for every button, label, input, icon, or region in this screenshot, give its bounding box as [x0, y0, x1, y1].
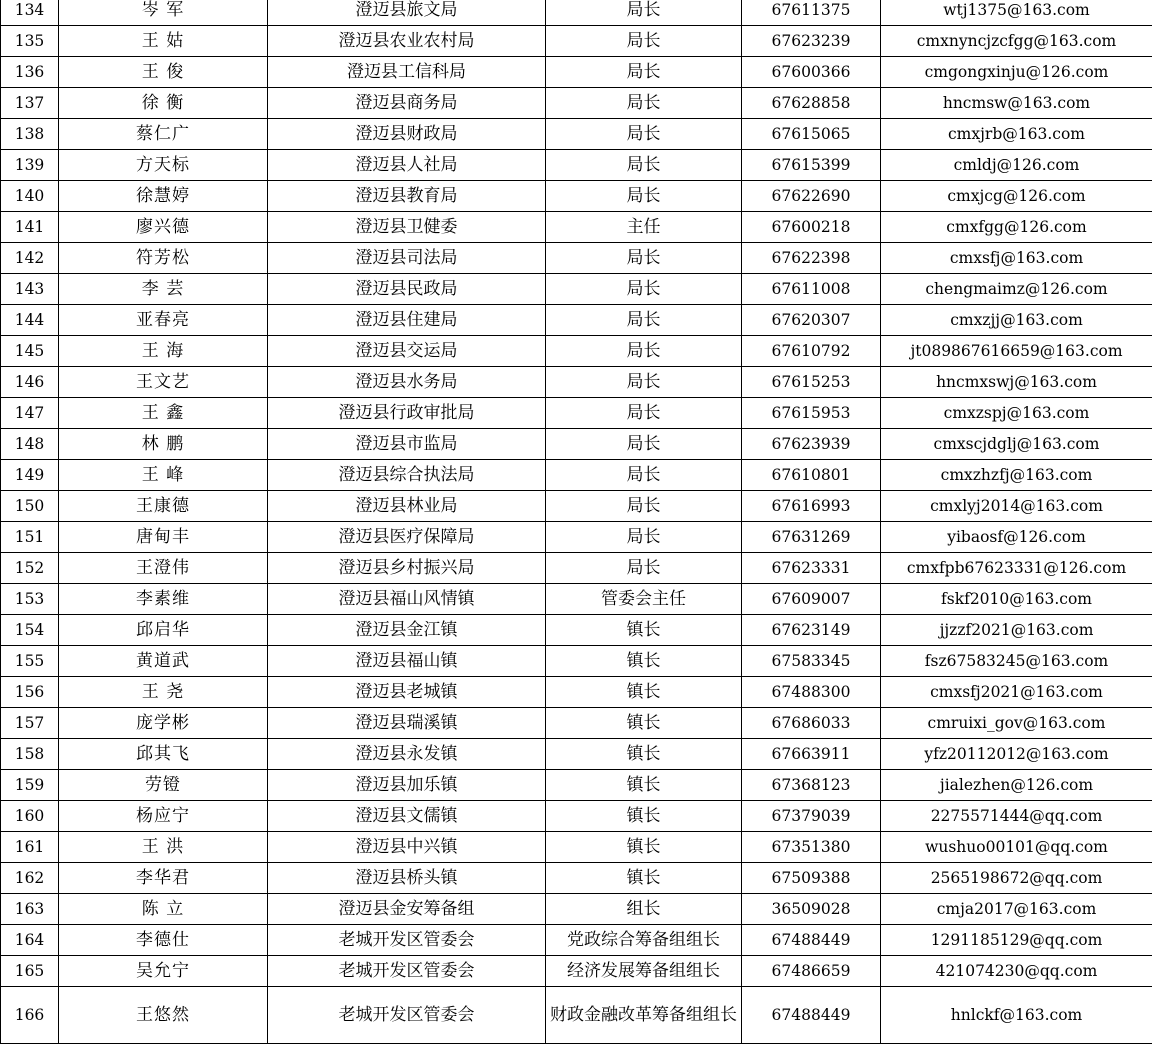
- table-row: [1, 305, 1152, 336]
- phone-number: 67488449: [742, 987, 881, 1044]
- phone-number: 67600218: [742, 212, 881, 243]
- job-title: 局长: [546, 336, 742, 367]
- email-address: cmxscjdglj@163.com: [881, 429, 1152, 460]
- table-row: [1, 894, 1152, 925]
- row-number: 149: [1, 460, 59, 491]
- job-title: 局长: [546, 429, 742, 460]
- phone-number: 67486659: [742, 956, 881, 987]
- person-name: 王文艺: [59, 367, 268, 398]
- person-name: 李 芸: [59, 274, 268, 305]
- row-number: 138: [1, 119, 59, 150]
- organization: 老城开发区管委会: [268, 925, 546, 956]
- organization: 澄迈县林业局: [268, 491, 546, 522]
- phone-number: 67623331: [742, 553, 881, 584]
- row-number: 165: [1, 956, 59, 987]
- person-name: 李德仕: [59, 925, 268, 956]
- table-row: [1, 336, 1152, 367]
- job-title: 镇长: [546, 863, 742, 894]
- person-name: 陈 立: [59, 894, 268, 925]
- job-title: 局长: [546, 57, 742, 88]
- phone-number: 67615399: [742, 150, 881, 181]
- organization: 澄迈县教育局: [268, 181, 546, 212]
- email-address: fskf2010@163.com: [881, 584, 1152, 615]
- email-address: cmja2017@163.com: [881, 894, 1152, 925]
- person-name: 邱启华: [59, 615, 268, 646]
- table-row: [1, 987, 1152, 1044]
- email-address: jjzzf2021@163.com: [881, 615, 1152, 646]
- table-row: [1, 88, 1152, 119]
- job-title: 主任: [546, 212, 742, 243]
- organization: 澄迈县交运局: [268, 336, 546, 367]
- email-address: 2565198672@qq.com: [881, 863, 1152, 894]
- organization: 澄迈县桥头镇: [268, 863, 546, 894]
- table-row: [1, 863, 1152, 894]
- row-number: 140: [1, 181, 59, 212]
- job-title: 经济发展筹备组组长: [546, 956, 742, 987]
- person-name: 王 姑: [59, 26, 268, 57]
- job-title: 财政金融改革筹备组组长: [546, 987, 742, 1044]
- row-number: 166: [1, 987, 59, 1044]
- person-name: 王 俊: [59, 57, 268, 88]
- table-row: [1, 801, 1152, 832]
- person-name: 王澄伟: [59, 553, 268, 584]
- organization: 澄迈县中兴镇: [268, 832, 546, 863]
- job-title: 镇长: [546, 832, 742, 863]
- row-number: 139: [1, 150, 59, 181]
- table-row: [1, 708, 1152, 739]
- phone-number: 67611008: [742, 274, 881, 305]
- phone-number: 67600366: [742, 57, 881, 88]
- row-number: 157: [1, 708, 59, 739]
- table-row: [1, 212, 1152, 243]
- table-row: [1, 150, 1152, 181]
- email-address: 421074230@qq.com: [881, 956, 1152, 987]
- organization: 澄迈县金安筹备组: [268, 894, 546, 925]
- row-number: 156: [1, 677, 59, 708]
- organization: 澄迈县加乐镇: [268, 770, 546, 801]
- person-name: 黄道武: [59, 646, 268, 677]
- organization: 老城开发区管委会: [268, 956, 546, 987]
- person-name: 蔡仁广: [59, 119, 268, 150]
- person-name: 徐慧婷: [59, 181, 268, 212]
- phone-number: 36509028: [742, 894, 881, 925]
- person-name: 方天标: [59, 150, 268, 181]
- row-number: 141: [1, 212, 59, 243]
- table-row: [1, 429, 1152, 460]
- organization: 澄迈县福山风情镇: [268, 584, 546, 615]
- table-row: [1, 956, 1152, 987]
- email-address: cmxlyj2014@163.com: [881, 491, 1152, 522]
- email-address: 1291185129@qq.com: [881, 925, 1152, 956]
- organization: 澄迈县行政审批局: [268, 398, 546, 429]
- table-row: [1, 460, 1152, 491]
- job-title: 局长: [546, 553, 742, 584]
- job-title: 镇长: [546, 677, 742, 708]
- row-number: 135: [1, 26, 59, 57]
- phone-number: 67610792: [742, 336, 881, 367]
- row-number: 136: [1, 57, 59, 88]
- organization: 澄迈县乡村振兴局: [268, 553, 546, 584]
- phone-number: 67509388: [742, 863, 881, 894]
- person-name: 王 海: [59, 336, 268, 367]
- job-title: 局长: [546, 26, 742, 57]
- organization: 澄迈县司法局: [268, 243, 546, 274]
- email-address: cmruixi_gov@163.com: [881, 708, 1152, 739]
- email-address: cmxzjj@163.com: [881, 305, 1152, 336]
- email-address: cmxzhzfj@163.com: [881, 460, 1152, 491]
- person-name: 吴允宁: [59, 956, 268, 987]
- job-title: 管委会主任: [546, 584, 742, 615]
- table-row: [1, 119, 1152, 150]
- phone-number: 67609007: [742, 584, 881, 615]
- table-row: [1, 832, 1152, 863]
- table-row: [1, 26, 1152, 57]
- organization: 澄迈县金江镇: [268, 615, 546, 646]
- person-name: 李华君: [59, 863, 268, 894]
- table-row: [1, 677, 1152, 708]
- job-title: 镇长: [546, 708, 742, 739]
- table-row: [1, 181, 1152, 212]
- email-address: 2275571444@qq.com: [881, 801, 1152, 832]
- organization: 澄迈县住建局: [268, 305, 546, 336]
- organization: 澄迈县文儒镇: [268, 801, 546, 832]
- organization: 澄迈县医疗保障局: [268, 522, 546, 553]
- organization: 澄迈县福山镇: [268, 646, 546, 677]
- job-title: 镇长: [546, 646, 742, 677]
- job-title: 组长: [546, 894, 742, 925]
- phone-number: 67610801: [742, 460, 881, 491]
- row-number: 137: [1, 88, 59, 119]
- person-name: 杨应宁: [59, 801, 268, 832]
- person-name: 王 峰: [59, 460, 268, 491]
- organization: 澄迈县农业农村局: [268, 26, 546, 57]
- phone-number: 67583345: [742, 646, 881, 677]
- job-title: 党政综合筹备组组长: [546, 925, 742, 956]
- phone-number: 67488300: [742, 677, 881, 708]
- email-address: cmxjrb@163.com: [881, 119, 1152, 150]
- row-number: 144: [1, 305, 59, 336]
- email-address: jialezhen@126.com: [881, 770, 1152, 801]
- row-number: 143: [1, 274, 59, 305]
- row-number: 146: [1, 367, 59, 398]
- phone-number: 67615065: [742, 119, 881, 150]
- organization: 澄迈县瑞溪镇: [268, 708, 546, 739]
- person-name: 王 洪: [59, 832, 268, 863]
- organization: 澄迈县财政局: [268, 119, 546, 150]
- row-number: 153: [1, 584, 59, 615]
- job-title: 局长: [546, 119, 742, 150]
- person-name: 劳镫: [59, 770, 268, 801]
- email-address: cmxfgg@126.com: [881, 212, 1152, 243]
- person-name: 李素维: [59, 584, 268, 615]
- row-number: 150: [1, 491, 59, 522]
- email-address: cmgongxinju@126.com: [881, 57, 1152, 88]
- row-number: 151: [1, 522, 59, 553]
- table-row: [1, 770, 1152, 801]
- person-name: 亚春亮: [59, 305, 268, 336]
- job-title: 局长: [546, 398, 742, 429]
- row-number: 155: [1, 646, 59, 677]
- table-body: [1, 0, 1152, 1044]
- row-number: 160: [1, 801, 59, 832]
- email-address: hncmxswj@163.com: [881, 367, 1152, 398]
- row-number: 142: [1, 243, 59, 274]
- person-name: 符芳松: [59, 243, 268, 274]
- organization: 澄迈县永发镇: [268, 739, 546, 770]
- person-name: 廖兴德: [59, 212, 268, 243]
- person-name: 王悠然: [59, 987, 268, 1044]
- person-name: 徐 衡: [59, 88, 268, 119]
- row-number: 159: [1, 770, 59, 801]
- person-name: 王 尧: [59, 677, 268, 708]
- phone-number: 67623239: [742, 26, 881, 57]
- phone-number: 67622690: [742, 181, 881, 212]
- email-address: yibaosf@126.com: [881, 522, 1152, 553]
- table-row: [1, 0, 1152, 26]
- job-title: 局长: [546, 0, 742, 26]
- person-name: 邱其飞: [59, 739, 268, 770]
- table-row: [1, 274, 1152, 305]
- organization: 澄迈县卫健委: [268, 212, 546, 243]
- row-number: 154: [1, 615, 59, 646]
- phone-number: 67620307: [742, 305, 881, 336]
- organization: 澄迈县综合执法局: [268, 460, 546, 491]
- phone-number: 67616993: [742, 491, 881, 522]
- phone-number: 67615953: [742, 398, 881, 429]
- phone-number: 67663911: [742, 739, 881, 770]
- row-number: 148: [1, 429, 59, 460]
- table-row: [1, 522, 1152, 553]
- job-title: 镇长: [546, 739, 742, 770]
- row-number: 163: [1, 894, 59, 925]
- job-title: 局长: [546, 367, 742, 398]
- person-name: 唐甸丰: [59, 522, 268, 553]
- phone-number: 67623939: [742, 429, 881, 460]
- email-address: fsz67583245@163.com: [881, 646, 1152, 677]
- organization: 老城开发区管委会: [268, 987, 546, 1044]
- job-title: 镇长: [546, 801, 742, 832]
- email-address: chengmaimz@126.com: [881, 274, 1152, 305]
- table-row: [1, 398, 1152, 429]
- row-number: 161: [1, 832, 59, 863]
- phone-number: 67628858: [742, 88, 881, 119]
- email-address: wtj1375@163.com: [881, 0, 1152, 26]
- table-row: [1, 553, 1152, 584]
- email-address: cmxjcg@126.com: [881, 181, 1152, 212]
- email-address: cmxsfj@163.com: [881, 243, 1152, 274]
- table-row: [1, 367, 1152, 398]
- job-title: 局长: [546, 150, 742, 181]
- email-address: wushuo00101@qq.com: [881, 832, 1152, 863]
- organization: 澄迈县商务局: [268, 88, 546, 119]
- job-title: 局长: [546, 274, 742, 305]
- table-row: [1, 584, 1152, 615]
- row-number: 162: [1, 863, 59, 894]
- email-address: yfz20112012@163.com: [881, 739, 1152, 770]
- organization: 澄迈县旅文局: [268, 0, 546, 26]
- organization: 澄迈县市监局: [268, 429, 546, 460]
- table-row: [1, 57, 1152, 88]
- email-address: cmxnyncjzcfgg@163.com: [881, 26, 1152, 57]
- phone-number: 67488449: [742, 925, 881, 956]
- row-number: 145: [1, 336, 59, 367]
- row-number: 158: [1, 739, 59, 770]
- job-title: 局长: [546, 243, 742, 274]
- row-number: 147: [1, 398, 59, 429]
- email-address: hnlckf@163.com: [881, 987, 1152, 1044]
- email-address: hncmsw@163.com: [881, 88, 1152, 119]
- email-address: cmldj@126.com: [881, 150, 1152, 181]
- table-row: [1, 925, 1152, 956]
- person-name: 岑 军: [59, 0, 268, 26]
- person-name: 林 鹏: [59, 429, 268, 460]
- email-address: jt089867616659@163.com: [881, 336, 1152, 367]
- phone-number: 67351380: [742, 832, 881, 863]
- job-title: 局长: [546, 491, 742, 522]
- email-address: cmxzspj@163.com: [881, 398, 1152, 429]
- phone-number: 67623149: [742, 615, 881, 646]
- table-row: [1, 739, 1152, 770]
- person-name: 王康德: [59, 491, 268, 522]
- email-address: cmxfpb67623331@126.com: [881, 553, 1152, 584]
- job-title: 局长: [546, 305, 742, 336]
- table-row: [1, 243, 1152, 274]
- phone-number: 67622398: [742, 243, 881, 274]
- table-row: [1, 491, 1152, 522]
- job-title: 镇长: [546, 615, 742, 646]
- job-title: 局长: [546, 460, 742, 491]
- row-number: 152: [1, 553, 59, 584]
- table-row: [1, 615, 1152, 646]
- job-title: 镇长: [546, 770, 742, 801]
- phone-number: 67379039: [742, 801, 881, 832]
- phone-number: 67368123: [742, 770, 881, 801]
- row-number: 164: [1, 925, 59, 956]
- phone-number: 67631269: [742, 522, 881, 553]
- row-number: 134: [1, 0, 59, 26]
- phone-number: 67615253: [742, 367, 881, 398]
- person-name: 王 鑫: [59, 398, 268, 429]
- job-title: 局长: [546, 522, 742, 553]
- phone-number: 67686033: [742, 708, 881, 739]
- organization: 澄迈县民政局: [268, 274, 546, 305]
- email-address: cmxsfj2021@163.com: [881, 677, 1152, 708]
- organization: 澄迈县人社局: [268, 150, 546, 181]
- person-name: 庞学彬: [59, 708, 268, 739]
- organization: 澄迈县工信科局: [268, 57, 546, 88]
- phone-number: 67611375: [742, 0, 881, 26]
- job-title: 局长: [546, 88, 742, 119]
- job-title: 局长: [546, 181, 742, 212]
- organization: 澄迈县水务局: [268, 367, 546, 398]
- table-row: [1, 646, 1152, 677]
- organization: 澄迈县老城镇: [268, 677, 546, 708]
